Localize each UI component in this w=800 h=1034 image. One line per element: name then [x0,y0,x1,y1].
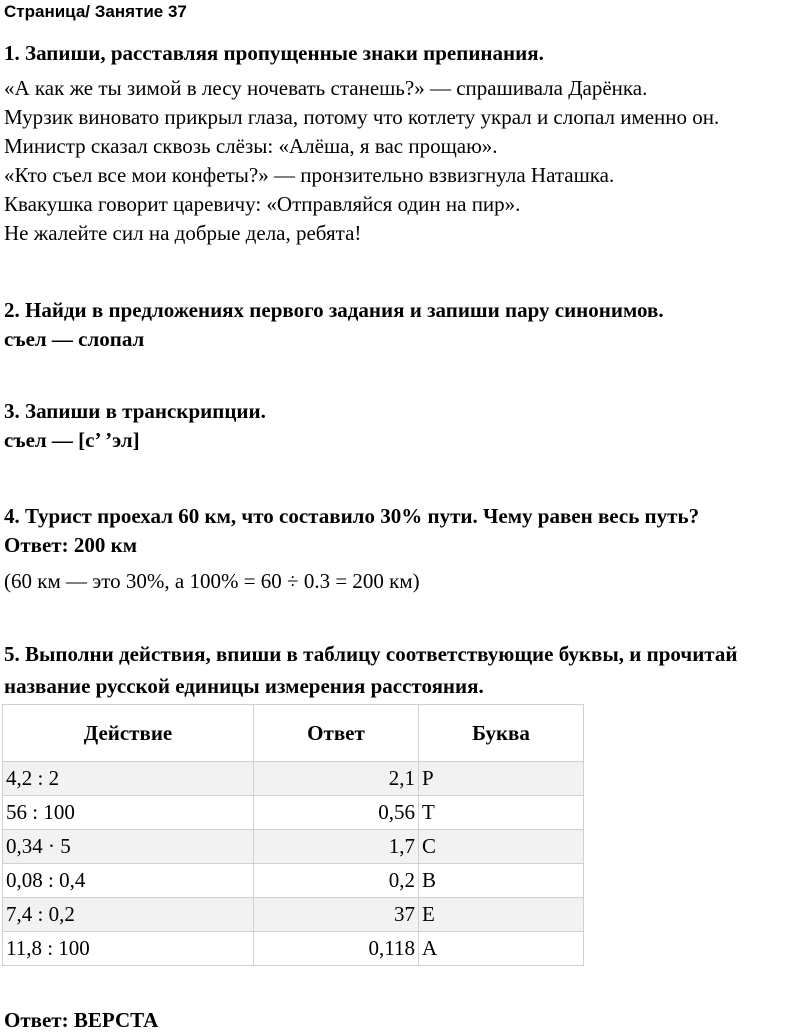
cell-letter: Е [419,898,584,932]
task-5-heading-line-1: 5. Выполни действия, впиши в таблицу соответствующие буквы, и прочитай [4,642,738,666]
task-4-heading: 4. Турист проехал 60 км, что составило 30% пути. Чему равен весь путь? [4,504,700,528]
cell-letter: В [419,864,584,898]
task-1-text [4,74,719,248]
task-1-line: Министр сказал сквозь слёзы: «Алёша, я вас прощаю». [4,134,498,158]
table-row [3,932,584,966]
cell-action: 0,08 : 0,4 [3,864,254,898]
task-2 [4,297,664,353]
cell-answer: 0,56 [254,796,419,830]
cell-letter: Р [419,762,584,796]
table-row [3,898,584,932]
task-1-line: Мурзик виновато прикрыл глаза, потому что котлету украл и слопал именно он. [4,105,720,129]
cell-action: 4,2 : 2 [3,762,254,796]
cell-answer: 0,118 [254,932,419,966]
cell-letter: Т [419,796,584,830]
column-header-action: Действие [3,705,254,762]
cell-answer: 37 [254,898,419,932]
table-row [3,796,584,830]
task-1-heading: 1. Запиши, расставляя пропущенные знаки препинания. [4,41,544,65]
page-title: Страница/ Занятие 37 [4,2,187,21]
answer-table [2,704,584,966]
task-4 [4,503,699,596]
task-1-line: «А как же ты зимой в лесу ночевать станешь?» — спрашивала Дарёнка. [4,76,648,100]
cell-action: 0,34 · 5 [3,830,254,864]
task-3-heading: 3. Запиши в транскрипции. [4,399,266,423]
task-4-explanation: (60 км — это 30%, а 100% = 60 ÷ 0.3 = 200 км) [4,569,420,593]
table-row [3,864,584,898]
task-2-heading: 2. Найди в предложениях первого задания и запиши пару синонимов. [4,298,664,322]
task-3-answer: съел — [с’ ’эл] [4,428,140,452]
table-header-row [3,705,584,762]
task-4-answer: Ответ: 200 км [4,533,138,557]
cell-answer: 1,7 [254,830,419,864]
cell-answer: 2,1 [254,762,419,796]
task-5-heading-line-2: название русской единицы измерения расстояния. [4,674,484,698]
table-row [3,830,584,864]
cell-letter: А [419,932,584,966]
cell-answer: 0,2 [254,864,419,898]
task-5-answer: Ответ: ВЕРСТА [4,1008,159,1032]
task-1-line: «Кто съел все мои конфеты?» — пронзительно взвизгнула Наташка. [4,163,615,187]
task-3 [4,398,266,454]
cell-letter: С [419,830,584,864]
task-1-line: Не жалейте сил на добрые дела, ребята! [4,221,362,245]
column-header-answer: Ответ [254,705,419,762]
task-2-answer: съел — слопал [4,327,145,351]
table-row [3,762,584,796]
task-5 [4,641,737,699]
task-1 [4,40,719,248]
cell-action: 7,4 : 0,2 [3,898,254,932]
column-header-letter: Буква [419,705,584,762]
cell-action: 56 : 100 [3,796,254,830]
cell-action: 11,8 : 100 [3,932,254,966]
task-1-line: Квакушка говорит царевичу: «Отправляйся один на пир». [4,192,521,216]
